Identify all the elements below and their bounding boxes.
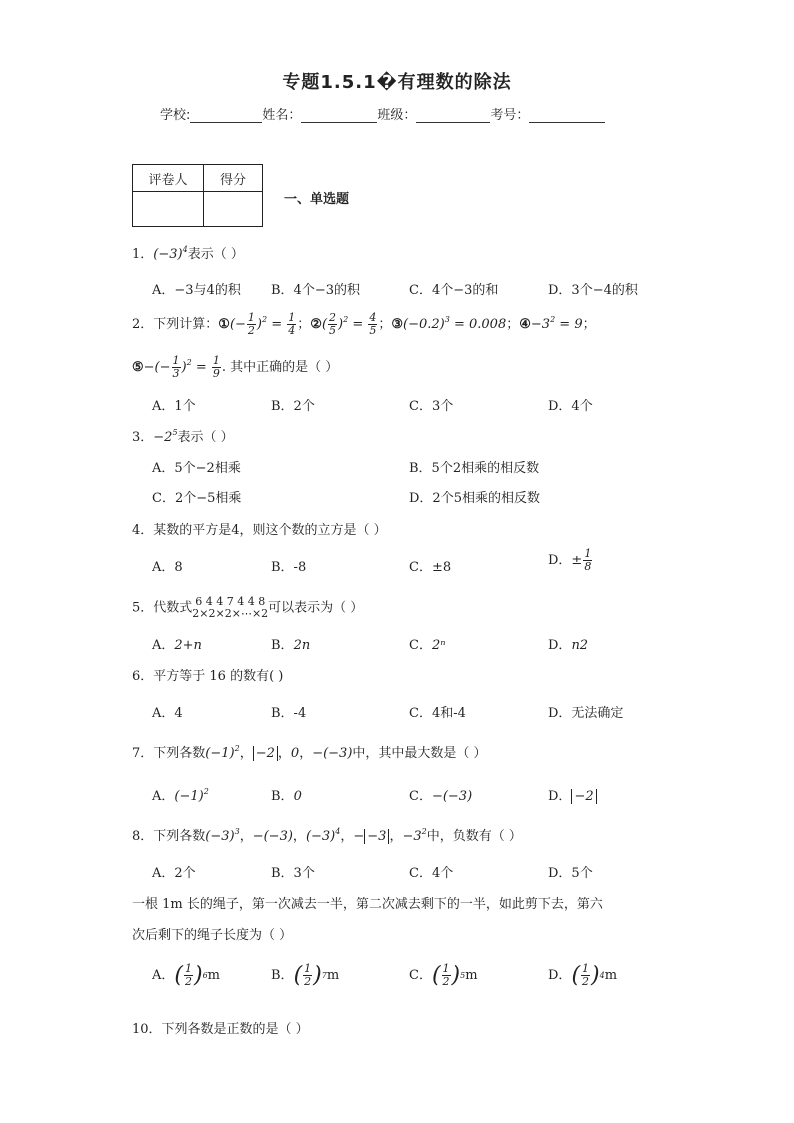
student-info-row xyxy=(160,104,640,123)
q8-option-b[interactable]: B．3个 xyxy=(271,866,315,881)
class-label: 班级： xyxy=(377,108,417,123)
question-9-line2: 次后剩下的绳子长度为（ ） xyxy=(132,928,293,943)
q4-option-d[interactable]: D．± $\frac{1}{8}$ xyxy=(548,547,592,573)
score-cell[interactable] xyxy=(204,192,263,227)
q3-option-c[interactable]: C．2个−5相乘 xyxy=(152,491,242,506)
question-1: 1．$(-3)^4$表示（ ） xyxy=(132,245,244,262)
q3-option-a[interactable]: A．5个−2相乘 xyxy=(152,461,241,476)
q1-expr: $(-3)^4$ xyxy=(153,245,188,262)
q4-option-c[interactable]: C．±8 xyxy=(409,560,452,575)
q3-option-d[interactable]: D．2个5相乘的相反数 xyxy=(409,491,540,506)
name-blank[interactable] xyxy=(301,109,377,123)
q5-option-a[interactable]: A．2+n xyxy=(152,638,202,653)
q9-option-a[interactable]: A． ( $\frac{1}{2}$ ) 6 m xyxy=(152,962,220,988)
number-blank[interactable] xyxy=(529,109,605,123)
score-table xyxy=(132,164,263,227)
q6-option-c[interactable]: C．4和-4 xyxy=(409,706,466,721)
question-4: 4．某数的平方是4，则这个数的立方是（ ） xyxy=(132,523,387,538)
question-2-line2: ⑤−(− $\frac{1}{3}$ )$^2$ = $\frac{1}{9}$ . 其中正确的是（ ） xyxy=(132,354,339,380)
q7-option-d[interactable]: D． −2 xyxy=(548,785,597,804)
school-label: 学校: xyxy=(160,108,191,123)
question-7: 7．下列各数$(-1)^2$， −2 ，0，−(−3)中，其中最大数是（ ） xyxy=(132,744,487,761)
q7-option-a[interactable]: A．$(-1)^2$ xyxy=(152,787,209,804)
q9-option-c[interactable]: C． ( $\frac{1}{2}$ ) 5 m xyxy=(409,962,478,988)
q1-option-d[interactable]: D．3个−4的积 xyxy=(548,283,638,298)
q9-option-b[interactable]: B． ( $\frac{1}{2}$ ) 7 m xyxy=(271,962,340,988)
q2-option-b[interactable]: B．2个 xyxy=(271,399,315,414)
question-9: 一根 1m 长的绳子，第一次减去一半，第二次减去剩下的一半，如此剪下去，第六 xyxy=(132,897,603,912)
q3-expr: $-2^5$ xyxy=(153,428,178,445)
q5-brace-expr: 6 4 4 7 4 4 8 2×2×2×⋯×2 xyxy=(192,595,269,620)
q1-option-c[interactable]: C．4个−3的和 xyxy=(409,283,499,298)
q3-option-b[interactable]: B．5个2相乘的相反数 xyxy=(409,461,540,476)
question-8: 8．下列各数$(-3)^3$，−(−3)，$(-3)^4$，− −3 ，$-3^2$中，负数有（ ） xyxy=(132,827,522,844)
q4-option-b[interactable]: B．-8 xyxy=(271,560,307,575)
q1-option-b[interactable]: B．4个−3的积 xyxy=(271,283,360,298)
q2-option-a[interactable]: A．1个 xyxy=(152,399,196,414)
reviewer-header: 评卷人 xyxy=(133,165,204,192)
q4-option-a[interactable]: A．8 xyxy=(152,560,183,575)
q7-option-c[interactable]: C．−(−3) xyxy=(409,789,473,804)
reviewer-cell[interactable] xyxy=(133,192,204,227)
page-title: 专题1.5.1�有理数的除法 xyxy=(282,72,512,93)
question-2: 2．下列计算：①(− $\frac{1}{2}$ )$^2$ = $\frac{1}{4}$ ；②( $\frac{2}{5}$ )$^2$ = $\frac{4}{5}$ ；$③(-0.2)^3 = 0.008$；$④-3^2 = 9$； xyxy=(132,311,596,337)
q2-option-c[interactable]: C．3个 xyxy=(409,399,454,414)
number-label: 考号： xyxy=(490,108,530,123)
question-6: 6．平方等于 16 的数有( ) xyxy=(132,669,284,684)
class-blank[interactable] xyxy=(416,109,490,123)
q5-option-c[interactable]: C．2ⁿ xyxy=(409,638,446,653)
q6-option-d[interactable]: D．无法确定 xyxy=(548,706,624,721)
q8-option-d[interactable]: D．5个 xyxy=(548,866,593,881)
score-header: 得分 xyxy=(204,165,263,192)
question-10: 10．下列各数是正数的是（ ） xyxy=(132,1022,309,1037)
q6-option-a[interactable]: A．4 xyxy=(152,706,183,721)
section-title: 一、单选题 xyxy=(284,192,350,207)
question-3: 3．$-2^5$表示（ ） xyxy=(132,428,234,445)
q8-option-c[interactable]: C．4个 xyxy=(409,866,454,881)
q9-option-d[interactable]: D． ( $\frac{1}{2}$ ) 4 m xyxy=(548,962,618,988)
q1-option-a[interactable]: A．−3与4的积 xyxy=(152,283,241,298)
school-blank[interactable] xyxy=(190,109,262,123)
question-5: 5．代数式 6 4 4 7 4 4 8 2×2×2×⋯×2可以表示为（ ） xyxy=(132,595,364,620)
q5-option-b[interactable]: B．2n xyxy=(271,638,311,653)
q6-option-b[interactable]: B．-4 xyxy=(271,706,307,721)
q2-option-d[interactable]: D．4个 xyxy=(548,399,593,414)
q8-option-a[interactable]: A．2个 xyxy=(152,866,196,881)
name-label: 姓名： xyxy=(262,108,302,123)
q5-option-d[interactable]: D．n2 xyxy=(548,638,589,653)
q7-option-b[interactable]: B．0 xyxy=(271,789,302,804)
